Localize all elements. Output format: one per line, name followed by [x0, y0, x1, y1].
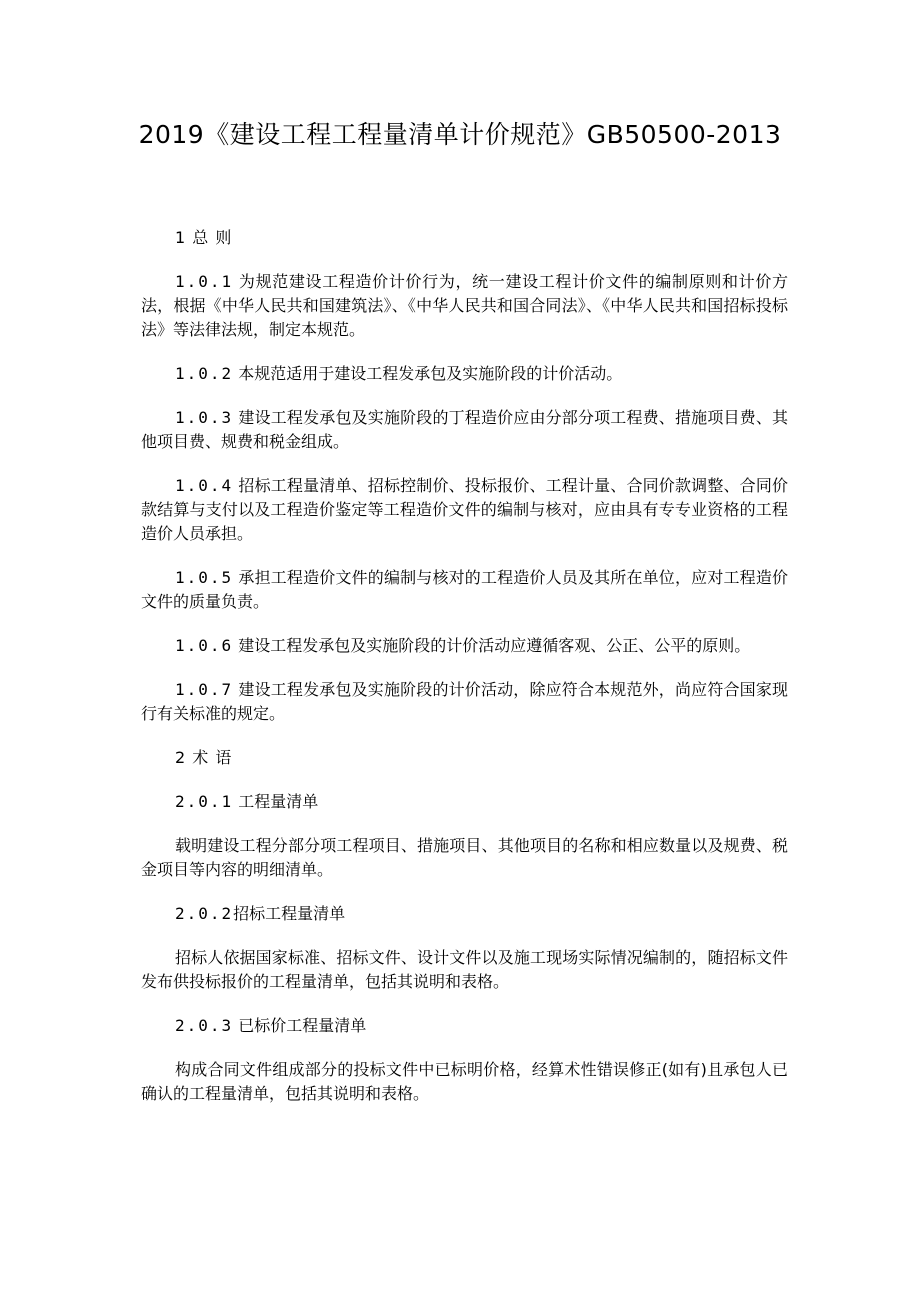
clause-number: 1.0.1: [175, 272, 234, 291]
clause-number: 1.0.4: [175, 476, 234, 495]
clause-number: 1.0.6: [175, 636, 234, 655]
clause-1-0-1: [141, 270, 788, 342]
clause-number: 1.0.2: [175, 364, 234, 383]
term-2-0-2-definition: 招标人依据国家标准、招标文件、设计文件以及施工现场实际情况编制的，随招标文件发布供投标报价的工程量清单，包括其说明和表格。: [141, 948, 788, 991]
document-body: [141, 226, 788, 1126]
clause-text: 本规范适用于建设工程发承包及实施阶段的计价活动。: [233, 364, 623, 383]
clause-number: 1.0.5: [175, 568, 234, 587]
clause-1-0-6: [141, 634, 788, 658]
term-2-0-3-definition: 构成合同文件组成部分的投标文件中已标明价格，经算术性错误修正(如有)且承包人已确认的工程量清单，包括其说明和表格。: [141, 1060, 788, 1103]
clause-text: 为规范建设工程造价计价行为，统一建设工程计价文件的编制原则和计价方法，根据《中华人民共和国建筑法》、《中华人民共和国合同法》、《中华人民共和国招标投标法》等法律法规，制定本规范。: [141, 272, 788, 339]
clause-text: 建设工程发承包及实施阶段的丁程造价应由分部分项工程费、措施项目费、其他项目费、规费和税金组成。: [141, 408, 788, 451]
term-number: 2.0.2: [175, 904, 234, 923]
term-2-0-1-definition: 载明建设工程分部分项工程项目、措施项目、其他项目的名称和相应数量以及规费、税金项目等内容的明细清单。: [141, 836, 788, 879]
clause-number: 1.0.3: [175, 408, 234, 427]
clause-text: 建设工程发承包及实施阶段的计价活动，除应符合本规范外，尚应符合国家现行有关标准的规定。: [141, 680, 788, 723]
clause-text: 招标工程量清单、招标控制价、投标报价、工程计量、合同价款调整、合同价款结算与支付以及工程造价鉴定等工程造价文件的编制与核对，应由具有专专业资格的工程造价人员承担。: [141, 476, 788, 543]
clause-1-0-5: [141, 566, 788, 614]
clause-number: 1.0.7: [175, 680, 234, 699]
term-name: 工程量清单: [233, 792, 319, 811]
term-2-0-3-heading: [141, 1014, 788, 1038]
clause-text: 承担工程造价文件的编制与核对的工程造价人员及其所在单位，应对工程造价文件的质量负责。: [141, 568, 788, 611]
clause-text: 建设工程发承包及实施阶段的计价活动应遵循客观、公正、公平的原则。: [233, 636, 751, 655]
term-number: 2.0.1: [175, 792, 234, 811]
term-2-0-1-heading: [141, 790, 788, 814]
section-heading-terms: 2 术 语: [175, 748, 233, 767]
document-title: 2019《建设工程工程量清单计价规范》GB50500-2013: [138, 120, 782, 149]
section-heading-general: 1 总 则: [175, 228, 233, 247]
term-name: 已标价工程量清单: [233, 1016, 367, 1035]
term-number: 2.0.3: [175, 1016, 234, 1035]
term-name: 招标工程量清单: [233, 904, 346, 923]
clause-1-0-2: [141, 362, 788, 386]
clause-1-0-7: [141, 678, 788, 726]
clause-1-0-4: [141, 474, 788, 546]
clause-1-0-3: [141, 406, 788, 454]
term-2-0-2-heading: [141, 902, 788, 926]
